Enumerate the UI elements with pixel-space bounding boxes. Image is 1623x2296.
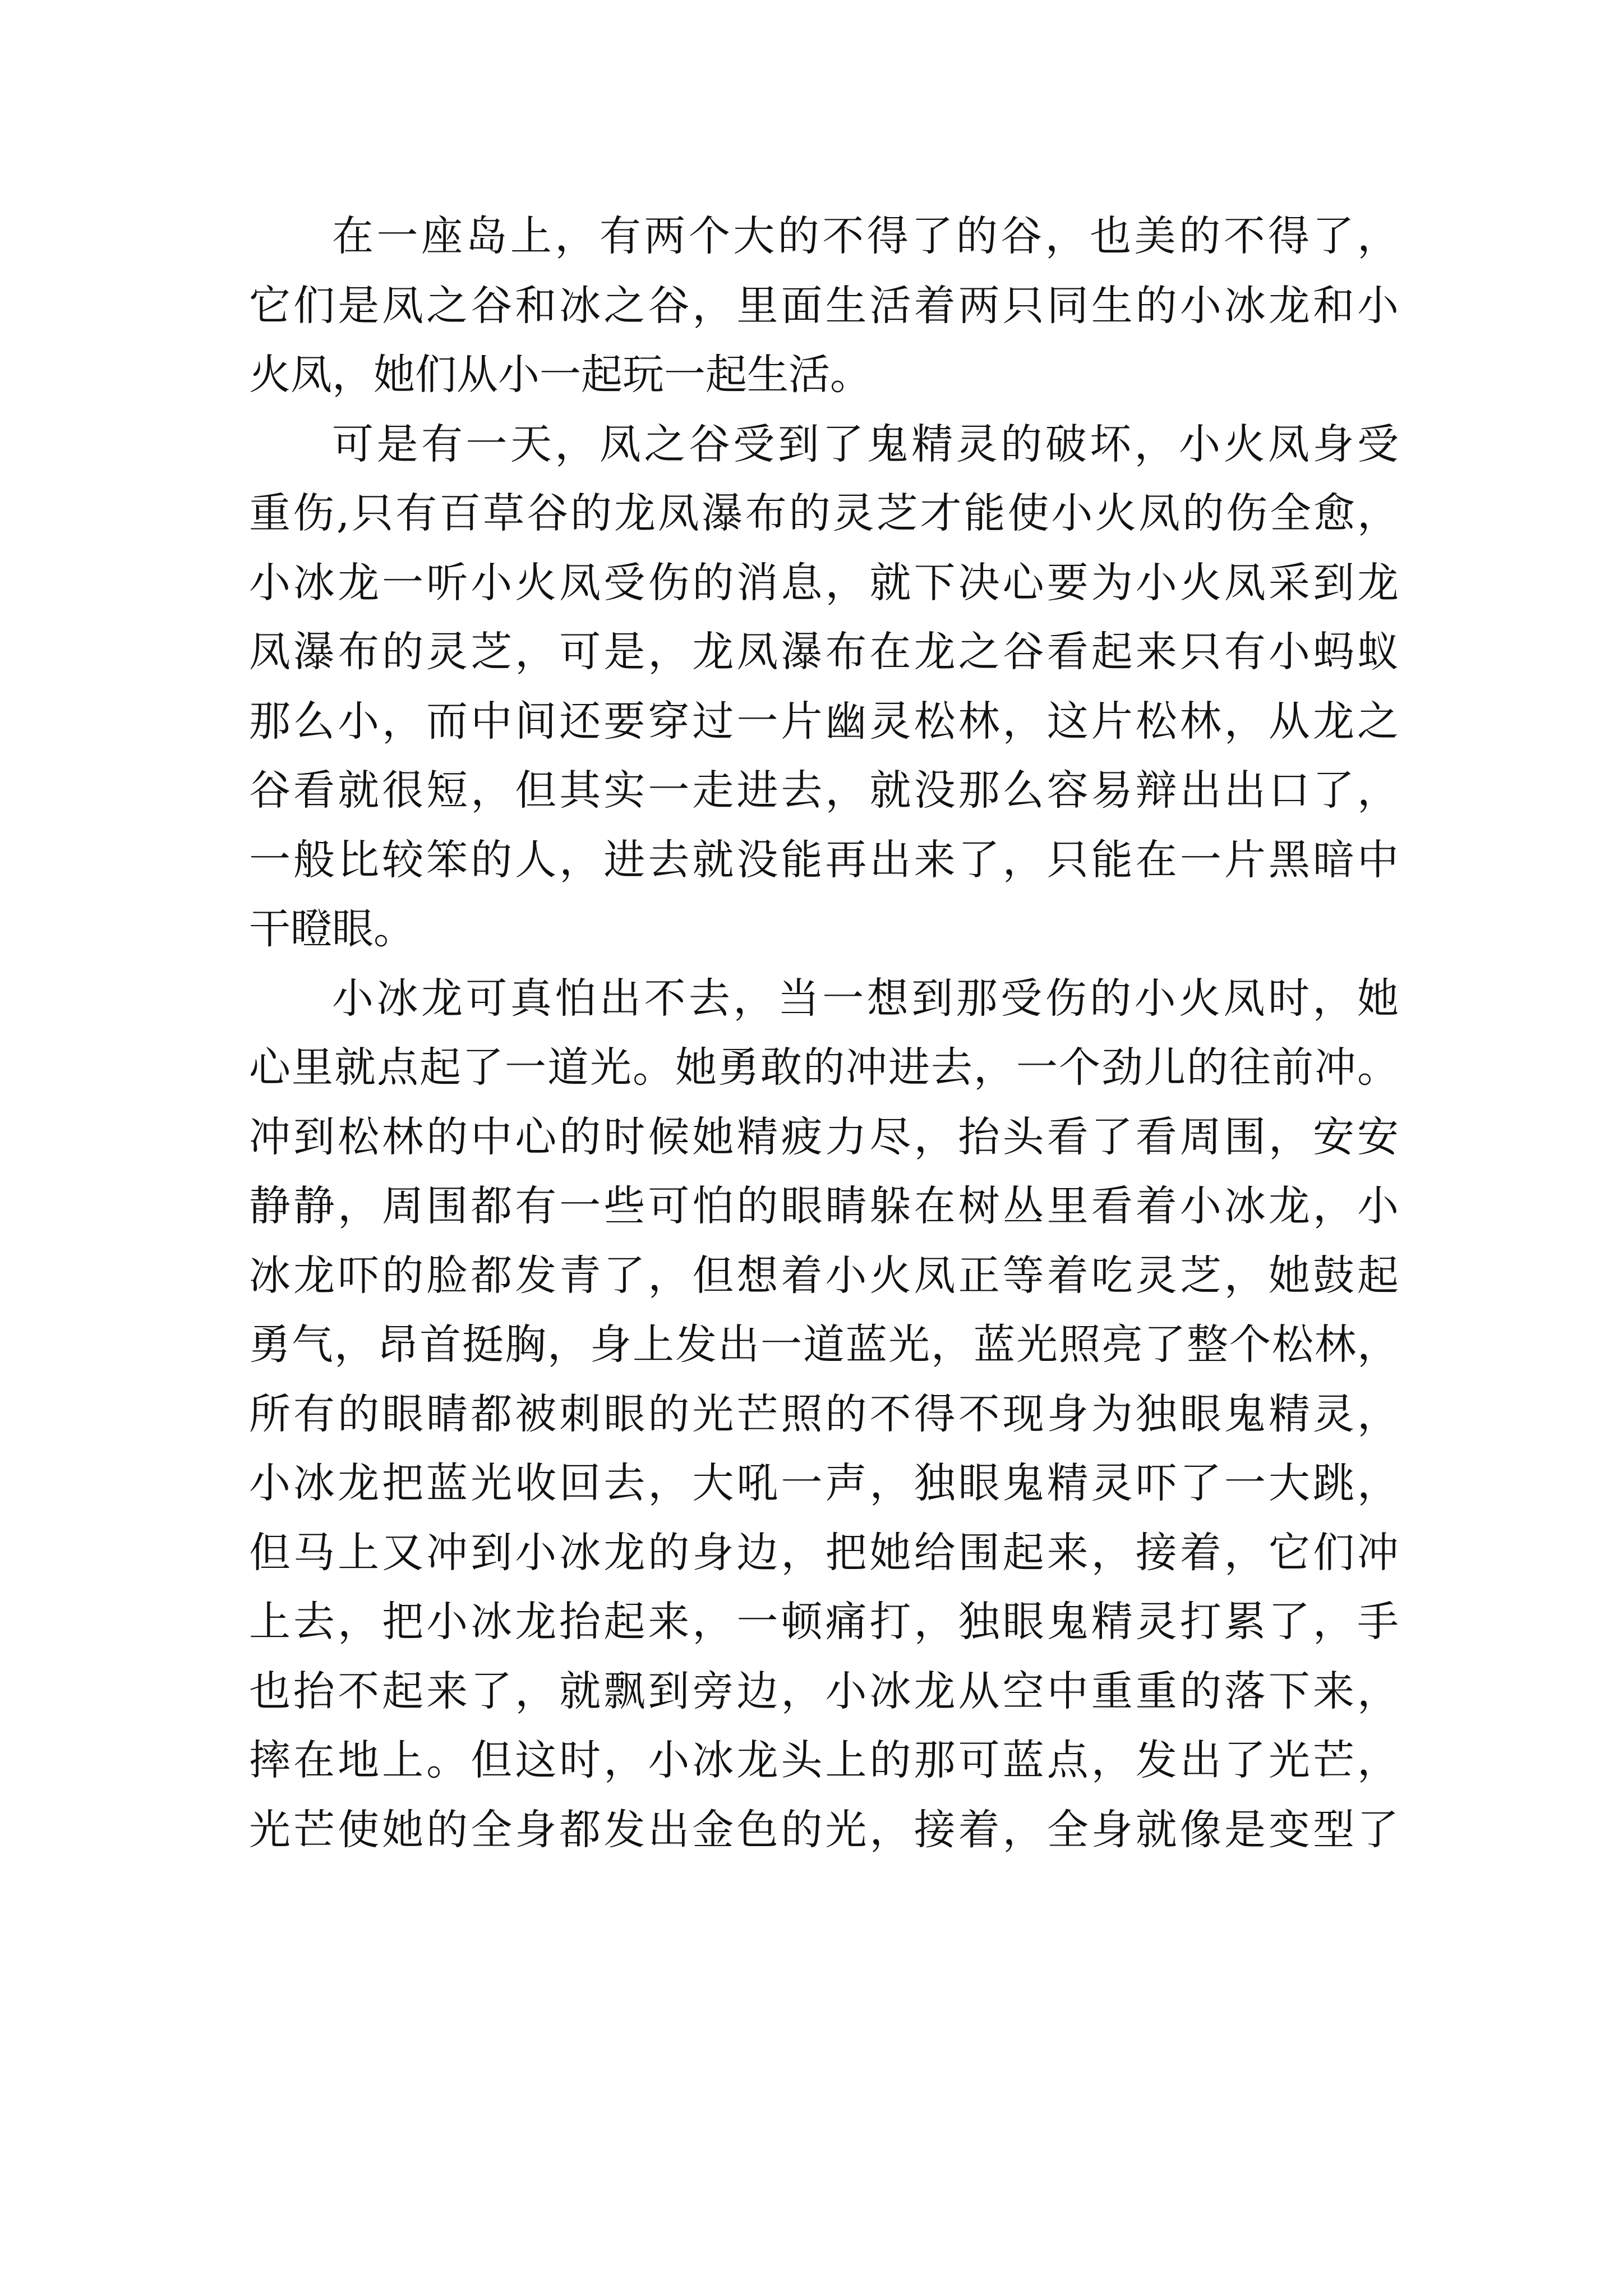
paragraph-1 <box>249 202 1399 410</box>
text-line: 光芒使她的全身都发出金色的光，接着，全身就像是变型了 <box>249 1805 1399 1854</box>
text-line: 小冰龙一听小火凤受伤的消息，就下决心要为小火凤采到龙 <box>249 558 1399 607</box>
paragraph-3 <box>249 964 1399 1865</box>
text-line: 凤瀑布的灵芝，可是，龙凤瀑布在龙之谷看起来只有小蚂蚁 <box>249 628 1399 676</box>
text-line: 火凤，她们从小一起玩一起生活。 <box>249 351 872 399</box>
text-line: 那么小，而中间还要穿过一片幽灵松林，这片松林，从龙之 <box>249 697 1399 746</box>
text-line: 勇气，昂首挺胸，身上发出一道蓝光，蓝光照亮了整个松林， <box>249 1320 1399 1369</box>
text-line: 小冰龙可真怕出不去，当一想到那受伤的小火凤时，她 <box>332 974 1399 1023</box>
text-line: 冲到松林的中心的时候她精疲力尽，抬头看了看周围，安安 <box>249 1112 1399 1161</box>
text-line: 一般比较笨的人，进去就没能再出来了，只能在一片黑暗中 <box>249 835 1399 884</box>
text-line: 静静，周围都有一些可怕的眼睛躲在树丛里看着小冰龙，小 <box>249 1182 1399 1230</box>
text-line: 重伤,只有百草谷的龙凤瀑布的灵芝才能使小火凤的伤全愈， <box>249 489 1399 537</box>
text-line: 但马上又冲到小冰龙的身边，把她给围起来，接着，它们冲 <box>249 1528 1399 1577</box>
text-line: 可是有一天，凤之谷受到了鬼精灵的破坏，小火凤身受 <box>332 420 1399 468</box>
paragraph-2 <box>249 410 1399 964</box>
text-line: 它们是凤之谷和冰之谷，里面生活着两只同生的小冰龙和小 <box>249 281 1399 330</box>
text-line: 心里就点起了一道光。她勇敢的冲进去，一个劲儿的往前冲。 <box>249 1043 1399 1092</box>
text-line: 摔在地上。但这时，小冰龙头上的那可蓝点，发出了光芒， <box>249 1736 1399 1784</box>
text-line: 所有的眼睛都被刺眼的光芒照的不得不现身为独眼鬼精灵， <box>249 1389 1399 1438</box>
text-line: 谷看就很短，但其实一走进去，就没那么容易辩出出口了， <box>249 766 1399 815</box>
story-text <box>249 202 1399 1865</box>
text-line: 小冰龙把蓝光收回去，大吼一声，独眼鬼精灵吓了一大跳， <box>249 1459 1399 1507</box>
text-line: 也抬不起来了，就飘到旁边，小冰龙从空中重重的落下来， <box>249 1667 1399 1715</box>
text-line: 干瞪眼。 <box>249 905 415 953</box>
text-line: 在一座岛上，有两个大的不得了的谷，也美的不得了， <box>332 212 1399 260</box>
text-line: 冰龙吓的脸都发青了，但想着小火凤正等着吃灵芝，她鼓起 <box>249 1251 1399 1300</box>
text-line: 上去，把小冰龙抬起来，一顿痛打，独眼鬼精灵打累了，手 <box>249 1598 1399 1646</box>
